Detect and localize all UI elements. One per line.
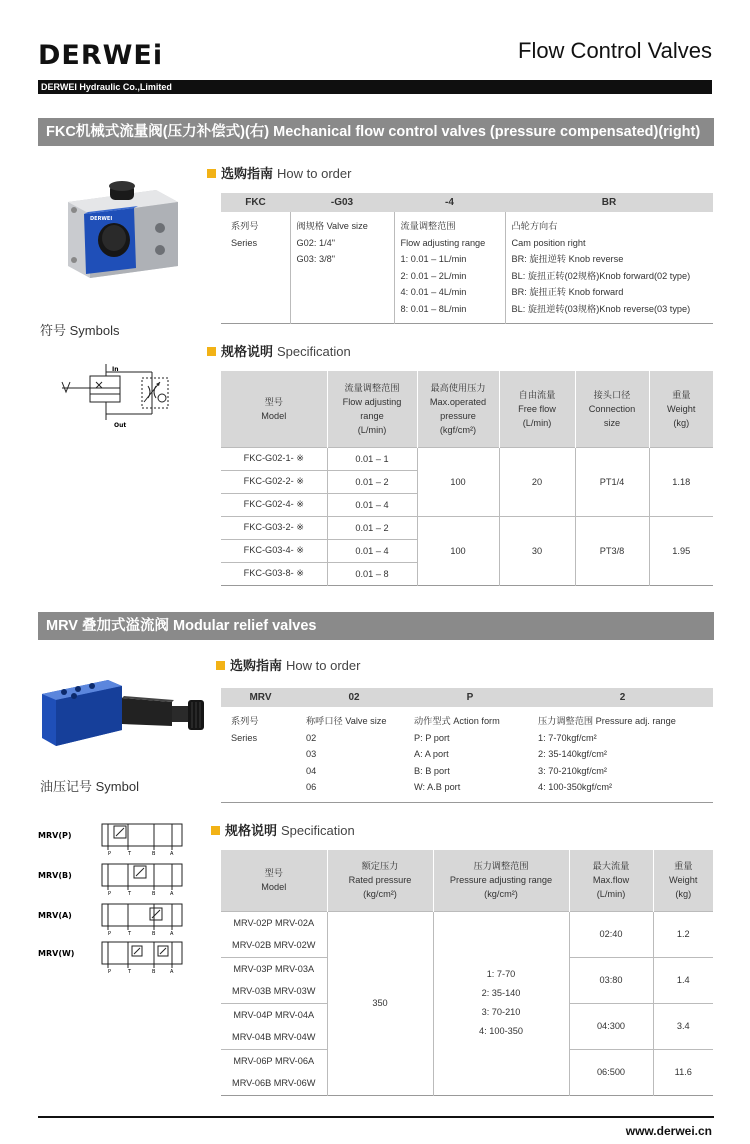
- symbol-mrv-w: [38, 942, 182, 974]
- svg-text:A: A: [170, 851, 174, 857]
- order-cell: 流量调整范围 Flow adjusting range 1: 0.01 – 1L/min 2: 0.01 – 2L/min 4: 0.01 – 4L/min 8: 0.01 – 8L/min: [394, 212, 505, 324]
- mrv-order-heading: 选购指南 How to order: [216, 655, 360, 674]
- order-cell: 凸轮方向右 Cam position right BR: 旋扭逆转 Knob reverse BL: 旋扭正转(02规格)Knob forward(02 type) BR: 旋扭正转 Knob forward BL: 旋扭逆转(03规格)Knob reverse(03 type): [505, 212, 713, 324]
- svg-text:A: A: [170, 891, 174, 897]
- svg-text:T: T: [128, 851, 132, 857]
- fkc-order-table: [221, 193, 713, 324]
- table-row: MRV-02P MRV-02A 350 1: 7-70 2: 35-140 3: 70-210 4: 100-350 02:40 1.2: [221, 911, 713, 934]
- svg-text:B: B: [152, 851, 156, 857]
- svg-text:P: P: [108, 969, 112, 974]
- spec-header-model: 型号 Model: [221, 850, 327, 911]
- bullet-square-icon: [211, 826, 220, 835]
- spec-header-pressure: 最高使用压力 Max.operated pressure (kgf/cm²): [417, 371, 499, 447]
- bullet-square-icon: [207, 347, 216, 356]
- svg-text:MRV(P): MRV(P): [38, 831, 72, 840]
- svg-text:A: A: [170, 969, 174, 974]
- symbol-mrv-a: [38, 904, 182, 937]
- order-cell: 称呼口径 Valve size 02 03 04 06: [306, 716, 387, 792]
- company-name: DERWEI Hydraulic Co.,Limited: [41, 82, 172, 92]
- page-title: Flow Control Valves: [518, 38, 712, 63]
- table-row: MRV-06B MRV-06W: [232, 1078, 316, 1089]
- fkc-valve-image: [64, 180, 182, 280]
- fkc-symbols-label: 符号 Symbols: [40, 323, 120, 338]
- spec-header-weight: 重量 Weight (kg): [653, 850, 713, 911]
- table-row: FKC-G02-1- ※ 0.01 – 1 100 20 PT1/4 1.18: [221, 447, 713, 470]
- table-row: MRV-06P MRV-06A 06:500 11.6: [221, 1049, 713, 1072]
- pressure-range-cell: 1: 7-70 2: 35-140 3: 70-210 4: 100-350: [433, 911, 569, 1095]
- fkc-hydraulic-symbol: [56, 362, 180, 430]
- table-row: FKC-G03-2- ※ 0.01 – 2 100 30 PT3/8 1.95: [221, 516, 713, 539]
- svg-text:P: P: [108, 931, 112, 937]
- order-col-series: FKC: [221, 193, 290, 212]
- mrv-symbol-label: 油压记号 Symbol: [40, 779, 139, 794]
- mrv-spec-heading: 规格说明 Specification: [211, 820, 355, 839]
- table-row: FKC-G02-2- ※ 0.01 – 2: [221, 470, 713, 493]
- fkc-spec-table: [221, 371, 713, 586]
- symbol-mrv-p: [38, 824, 182, 857]
- fkc-section-title: FKC机械式流量阀(压力补偿式)(右) Mechanical flow control valves (pressure compensated)(right): [38, 118, 714, 146]
- order-col-action: P: [408, 688, 532, 707]
- spec-header-model: 型号 Model: [221, 371, 327, 447]
- mrv-valve-image: [38, 672, 214, 752]
- order-cell: 阀规格 Valve size G02: 1/4" G03: 3/8": [290, 212, 394, 324]
- table-row: FKC-G02-4- ※ 0.01 – 4: [221, 493, 713, 516]
- spec-header-free-flow: 自由流量 Free flow (L/min): [499, 371, 575, 447]
- order-col-range: -4: [394, 193, 505, 212]
- mrv-spec-table: [221, 850, 713, 1096]
- bullet-square-icon: [216, 661, 225, 670]
- footer-url: www.derwei.cn: [625, 1124, 712, 1138]
- mrv-section-title: MRV 叠加式溢流阀 Modular relief valves: [38, 612, 714, 640]
- svg-text:P: P: [108, 851, 112, 857]
- order-col-size: 02: [300, 688, 408, 707]
- fkc-order-heading: 选购指南 How to order: [207, 163, 351, 182]
- svg-text:B: B: [152, 891, 156, 897]
- svg-text:A: A: [170, 931, 174, 937]
- svg-text:MRV(A): MRV(A): [38, 911, 72, 920]
- mrv-order-table: [221, 688, 713, 803]
- spec-header-connection: 接头口径 Connection size: [575, 371, 649, 447]
- table-row: MRV-03B MRV-03W: [232, 986, 316, 997]
- table-row: MRV-02B MRV-02W: [232, 940, 316, 951]
- order-col-pressure: 2: [532, 688, 713, 707]
- spec-header-range: 流量调整范围 Flow adjusting range (L/min): [327, 371, 417, 447]
- symbol-out-label: Out: [114, 422, 127, 429]
- table-row: FKC-G03-4- ※ 0.01 – 4: [221, 539, 713, 562]
- company-logo: DERWEi: [38, 40, 164, 71]
- order-col-series: MRV: [221, 688, 300, 707]
- svg-text:T: T: [128, 931, 132, 937]
- symbol-in-label: In: [112, 366, 119, 373]
- svg-text:B: B: [152, 969, 156, 974]
- table-row: FKC-G03-8- ※ 0.01 – 8: [221, 562, 713, 585]
- order-cell: 动作型式 Action form P: P port A: A port B: B port W: A.B port: [414, 716, 500, 792]
- symbol-mrv-b: [38, 864, 182, 897]
- svg-text:P: P: [108, 891, 112, 897]
- spec-header-pressure-range: 压力调整范围 Pressure adjusting range (kg/cm²): [433, 850, 569, 911]
- order-col-size: -G03: [290, 193, 394, 212]
- spec-header-weight: 重量 Weight (kg): [649, 371, 713, 447]
- company-bar: [38, 80, 712, 94]
- svg-text:T: T: [128, 969, 132, 974]
- table-row: MRV-04B MRV-04W: [232, 1032, 316, 1043]
- order-cell: 压力调整范围 Pressure adj. range 1: 7-70kgf/cm² 2: 35-140kgf/cm² 3: 70-210kgf/cm² 4: 100-350kgf/cm²: [538, 716, 676, 792]
- svg-text:MRV(W): MRV(W): [38, 949, 75, 958]
- spec-header-rated-pressure: 额定压力 Rated pressure (kg/cm²): [327, 850, 433, 911]
- table-row: MRV-04P MRV-04A 04:300 3.4: [221, 1003, 713, 1026]
- fkc-spec-heading: 规格说明 Specification: [207, 341, 351, 360]
- svg-text:B: B: [152, 931, 156, 937]
- bullet-square-icon: [207, 169, 216, 178]
- table-row: MRV-03P MRV-03A 03:80 1.4: [221, 957, 713, 980]
- valve-body-label: DERWEI: [90, 216, 113, 222]
- order-col-cam: BR: [505, 193, 713, 212]
- footer-divider: [38, 1116, 714, 1118]
- order-cell: 系列号 Series: [231, 221, 259, 248]
- svg-text:MRV(B): MRV(B): [38, 871, 72, 880]
- spec-header-max-flow: 最大流量 Max.flow (L/min): [569, 850, 653, 911]
- svg-text:T: T: [128, 891, 132, 897]
- order-cell: 系列号 Series: [231, 716, 259, 743]
- mrv-hydraulic-symbols: [38, 822, 188, 974]
